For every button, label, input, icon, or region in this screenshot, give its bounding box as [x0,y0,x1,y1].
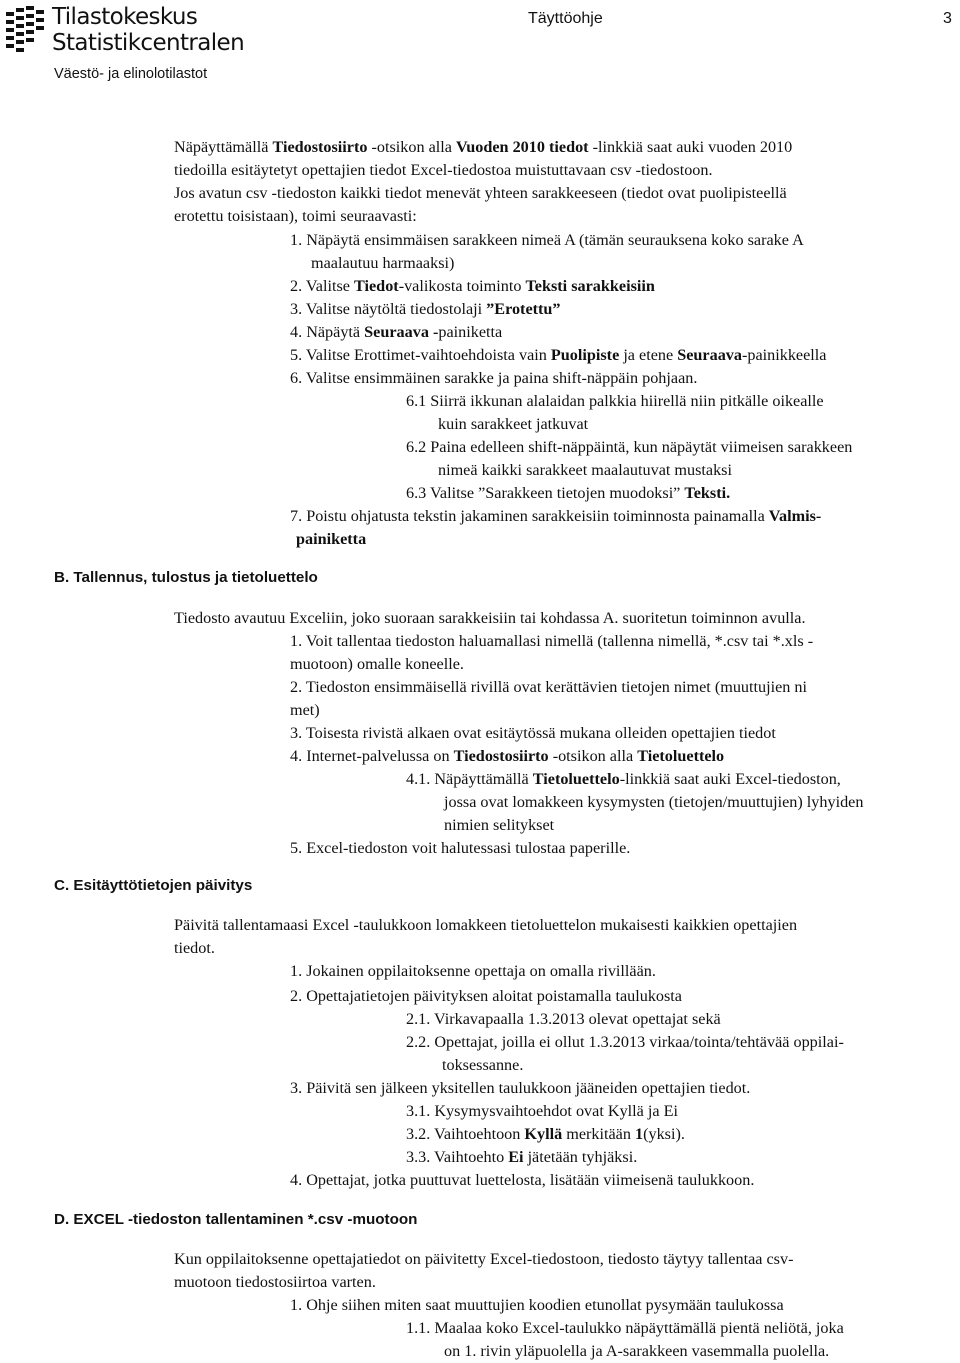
list-item: 4. Opettajat, jotka puuttuvat luettelosta, lisätään viimeisenä taulukkoon. [290,1171,755,1189]
list-item: 3. Valitse näytöltä tiedostolaji ”Erotettu” [290,300,561,318]
text-line: tiedoilla esitäytetyt opettajien tiedot Excel-tiedostoa muistuttavaan csv -tiedostoon. [174,161,713,179]
list-item-continuation: maalautuu harmaaksi) [311,254,455,272]
list-item-continuation: muotoon) omalle koneelle. [290,655,464,673]
sub-list-item: 3.2. Vaihtoehtoon Kyllä merkitään 1(yksi). [406,1125,685,1143]
sub-list-item: 2.2. Opettajat, joilla ei ollut 1.3.2013 virkaa/tointa/tehtävää oppilai- [406,1033,844,1051]
list-item: 2. Valitse Tiedot-valikosta toiminto Teksti sarakkeisiin [290,277,655,295]
list-item-continuation: painiketta [296,530,367,548]
sub-list-item: 6.3 Valitse ”Sarakkeen tietojen muodoksi” Teksti. [406,484,731,502]
sub-list-item-continuation: toksessanne. [442,1056,524,1074]
text-line: erotettu toisistaan), toimi seuraavasti: [174,207,417,225]
list-item: 2. Opettajatietojen päivityksen aloitat poistamalla taulukosta [290,987,682,1005]
sub-list-item-continuation: nimeä kaikki sarakkeet maalautuvat mustaksi [438,461,732,479]
list-item: 1. Näpäytä ensimmäisen sarakkeen nimeä A (tämän seurauksena koko sarake A [290,231,804,249]
list-item: 6. Valitse ensimmäinen sarakke ja paina shift-näppäin pohjaan. [290,369,698,387]
sub-list-item: 6.2 Paina edelleen shift-näppäintä, kun näpäytät viimeisen sarakkeen [406,438,853,456]
list-item: 4. Internet-palvelussa on Tiedostosiirto -otsikon alla Tietoluettelo [290,747,725,765]
text-line: Päivitä tallentamaasi Excel -taulukkoon lomakkeen tietoluettelon mukaisesti kaikkien opettajien [174,916,798,934]
sub-list-item: 2.1. Virkavapaalla 1.3.2013 olevat opettajat sekä [406,1010,721,1028]
logo-text-swedish: Statistikcentralen [52,30,245,56]
text-line: Jos avatun csv -tiedoston kaikki tiedot menevät yhteen sarakkeeseen (tiedot ovat puolipisteellä [174,184,787,202]
list-item: 1. Voit tallentaa tiedoston haluamallasi nimellä (tallenna nimellä, *.csv tai *.xls - [290,632,814,650]
list-item: 3. Päivitä sen jälkeen yksitellen taulukkoon jääneiden opettajien tiedot. [290,1079,751,1097]
page-number: 3 [943,10,952,27]
sub-list-item-continuation: nimien selitykset [444,816,555,834]
sub-list-item: 4.1. Näpäyttämällä Tietoluettelo-linkkiä saat auki Excel-tiedoston, [406,770,841,788]
list-item: 7. Poistu ohjatusta tekstin jakaminen sarakkeisiin toiminnosta painamalla Valmis- [290,507,822,525]
list-item: 5. Valitse Erottimet-vaihtoehdoista vain Puolipiste ja etene Seuraava-painikkeella [290,346,827,364]
sub-list-item-continuation: kuin sarakkeet jatkuvat [438,415,589,433]
text-line: Näpäyttämällä Tiedostosiirto -otsikon alla Vuoden 2010 tiedot -linkkiä saat auki vuoden 2010 [174,138,793,156]
text-line: tiedot. [174,939,215,957]
list-item: 3. Toisesta rivistä alkaen ovat esitäytössä mukana olleiden opettajien tiedot [290,724,776,742]
sub-list-item: 1.1. Maalaa koko Excel-taulukko näpäyttämällä pientä neliötä, joka [406,1319,844,1337]
text-line: Kun oppilaitoksenne opettajatiedot on päivitetty Excel-tiedostoon, tiedosto täytyy tallentaa csv- [174,1250,794,1268]
list-item: 2. Tiedoston ensimmäisellä rivillä ovat kerättävien tietojen nimet (muuttujien ni [290,678,808,696]
statistics-finland-logo [6,4,256,56]
sub-list-item: 6.1 Siirrä ikkunan alalaidan palkkia hiirellä niin pitkälle oikealle [406,392,824,410]
document-title: Täyttöohje [528,10,603,27]
list-item: 1. Ohje siihen miten saat muuttujien koodien etunollat pysymään taulukossa [290,1296,784,1314]
section-b-heading: B. Tallennus, tulostus ja tietoluettelo [54,569,318,586]
text-line: muotoon tiedostosiirtoa varten. [174,1273,376,1291]
logo-bars-icon [6,6,46,54]
section-d-heading: D. EXCEL -tiedoston tallentaminen *.csv -muotoon [54,1211,418,1228]
sub-list-item-continuation: jossa ovat lomakkeen kysymysten (tietojen/muuttujien) lyhyiden [444,793,864,811]
sub-list-item: 3.1. Kysymysvaihtoehdot ovat Kyllä ja Ei [406,1102,679,1120]
list-item-continuation: met) [290,701,320,719]
section-c-heading: C. Esitäyttötietojen päivitys [54,877,253,894]
list-item: 1. Jokainen oppilaitoksenne opettaja on omalla rivillään. [290,962,656,980]
sub-list-item-continuation: on 1. rivin yläpuolella ja A-sarakkeen vasemmalla puolella. [444,1342,830,1360]
list-item: 5. Excel-tiedoston voit halutessasi tulostaa paperille. [290,839,631,857]
logo-text-finnish: Tilastokeskus [52,4,198,30]
sub-list-item: 3.3. Vaihtoehto Ei jätetään tyhjäksi. [406,1148,638,1166]
department-subtitle: Väestö- ja elinolotilastot [54,66,208,82]
list-item: 4. Näpäytä Seuraava -painiketta [290,323,503,341]
text-line: Tiedosto avautuu Exceliin, joko suoraan sarakkeisiin tai kohdassa A. suoritetun toiminnon avulla. [174,609,806,627]
